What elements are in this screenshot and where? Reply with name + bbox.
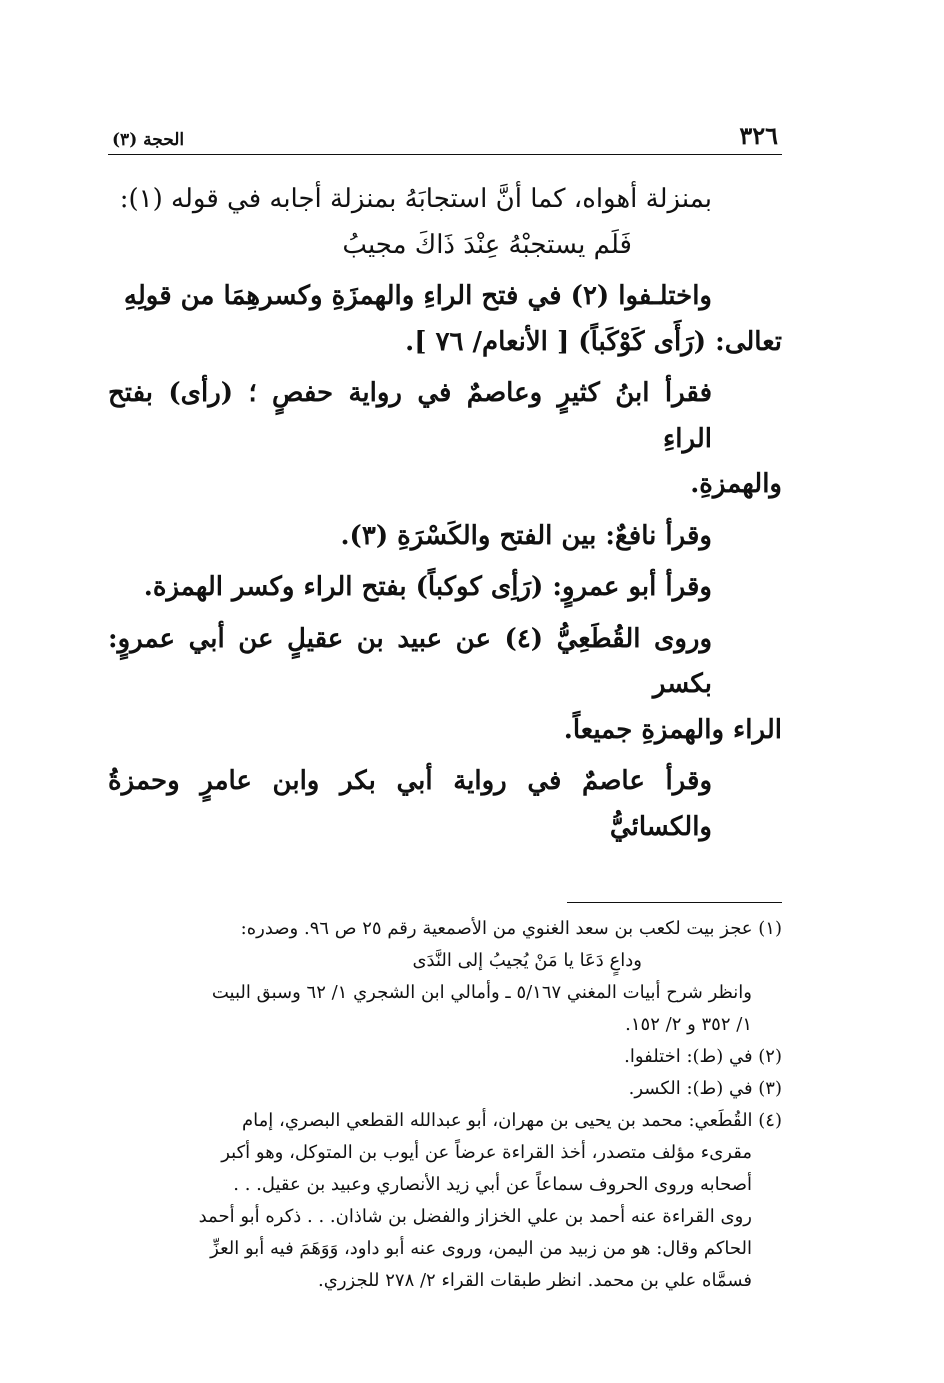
page-header	[108, 118, 782, 155]
footnote-verse: وداعٍ دَعَا يا مَنْ يُجيبُ إلى النَّدَى	[412, 950, 642, 972]
verse-line: فَلَم يستجبْهُ عِنْدَ ذَاكَ مجيبُ	[342, 229, 632, 260]
footnote-line: الحاكم وقال: هو من زبيد من اليمن، وروى عنه أبو داود، وَوَهَمَ فيه أبو العزِّ	[210, 1238, 752, 1260]
running-title: الحجة (٣)	[112, 130, 185, 150]
page-number: ٣٢٦	[739, 121, 778, 150]
text-line: تعالى: (رَأَى كَوْكَباً) [ الأنعام/ ٧٦ ].	[405, 326, 782, 357]
text-line: فقرأ ابنُ كثيرٍ وعاصمٌ في رواية حفصٍ ؛ (رأى) بفتح الراءِ	[108, 378, 712, 454]
footnote-line: (٢) في (ط): اختلفوا.	[624, 1046, 782, 1068]
text-line: واختلـفوا (٢) في فتح الراءِ والهمزَةِ وكسرهِمَا من قولِهِ	[123, 281, 712, 311]
footnote-1	[108, 913, 782, 1041]
footnote-line: وانظر شرح أبيات المغني ٥/١٦٧ ـ وأمالي ابن الشجري ١/ ٦٢ وسبق البيت	[211, 982, 752, 1004]
footnote-line: فسمَّاه علي بن محمد. انظر طبقات القراء ٢/ ٢٧٨ للجزري.	[318, 1270, 752, 1292]
footnote-line: روى القراءة عنه أحمد بن علي الخزاز والفضل بن شاذان. . . ذكره أبو أحمد	[198, 1206, 752, 1228]
footnote-3	[108, 1073, 782, 1105]
footnote-separator	[567, 902, 782, 903]
footnote-4	[108, 1105, 782, 1297]
paragraph-7	[108, 759, 782, 850]
text-line: بمنزلة أهواه، كما أنَّ استجابَهُ بمنزلة أجابه في قوله (١):	[119, 184, 712, 214]
paragraph-6	[108, 617, 782, 754]
text-line: الراء والهمزةِ جميعاً.	[563, 714, 782, 745]
paragraph-5	[108, 565, 782, 611]
paragraph-4	[108, 514, 782, 560]
book-page	[108, 118, 782, 1297]
text-line: والهمزةِ.	[690, 469, 782, 499]
footnotes	[108, 913, 782, 1297]
text-line: وقرأ نافعٌ: بين الفتح والكَسْرَةِ (٣).	[340, 520, 712, 551]
footnote-line: (٤) القُطَعي: محمد بن يحيى بن مهران، أبو عبدالله القطعي البصري، إمام	[242, 1110, 782, 1132]
main-text	[108, 177, 782, 850]
text-line: وروى القُطَعِيُّ (٤) عن عبيد بن عقيلٍ عن أبي عمروٍ: بكسر	[108, 623, 712, 699]
footnote-2	[108, 1041, 782, 1073]
paragraph-2	[108, 274, 782, 365]
footnote-line: مقرىء مؤلف متصدر، أخذ القراءة عرضاً عن أيوب بن المتوكل، وهو أكبر	[221, 1142, 752, 1164]
footnote-line: (٣) في (ط): الكسر.	[628, 1078, 782, 1100]
footnote-line: ١/ ٣٥٢ و ٢/ ١٥٢.	[625, 1014, 752, 1036]
footnote-line: (١) عجز بيت لكعب بن سعد الغنوي من الأصمعية رقم ٢٥ ص ٩٦. وصدره:	[240, 918, 782, 939]
paragraph-1	[108, 177, 782, 268]
paragraph-3	[108, 371, 782, 508]
text-line: وقرأ عاصمٌ في رواية أبي بكر وابن عامرٍ وحمزةُ والكسائيُّ	[108, 766, 712, 842]
text-line: وقرأ أبو عمروٍ: (رَأِى كوكباً) بفتح الراء وكسر الهمزة.	[143, 572, 712, 602]
footnote-line: أصحابه وروى الحروف سماعاً عن أبي زيد الأنصاري وعبيد بن عقيل. . .	[233, 1174, 752, 1196]
